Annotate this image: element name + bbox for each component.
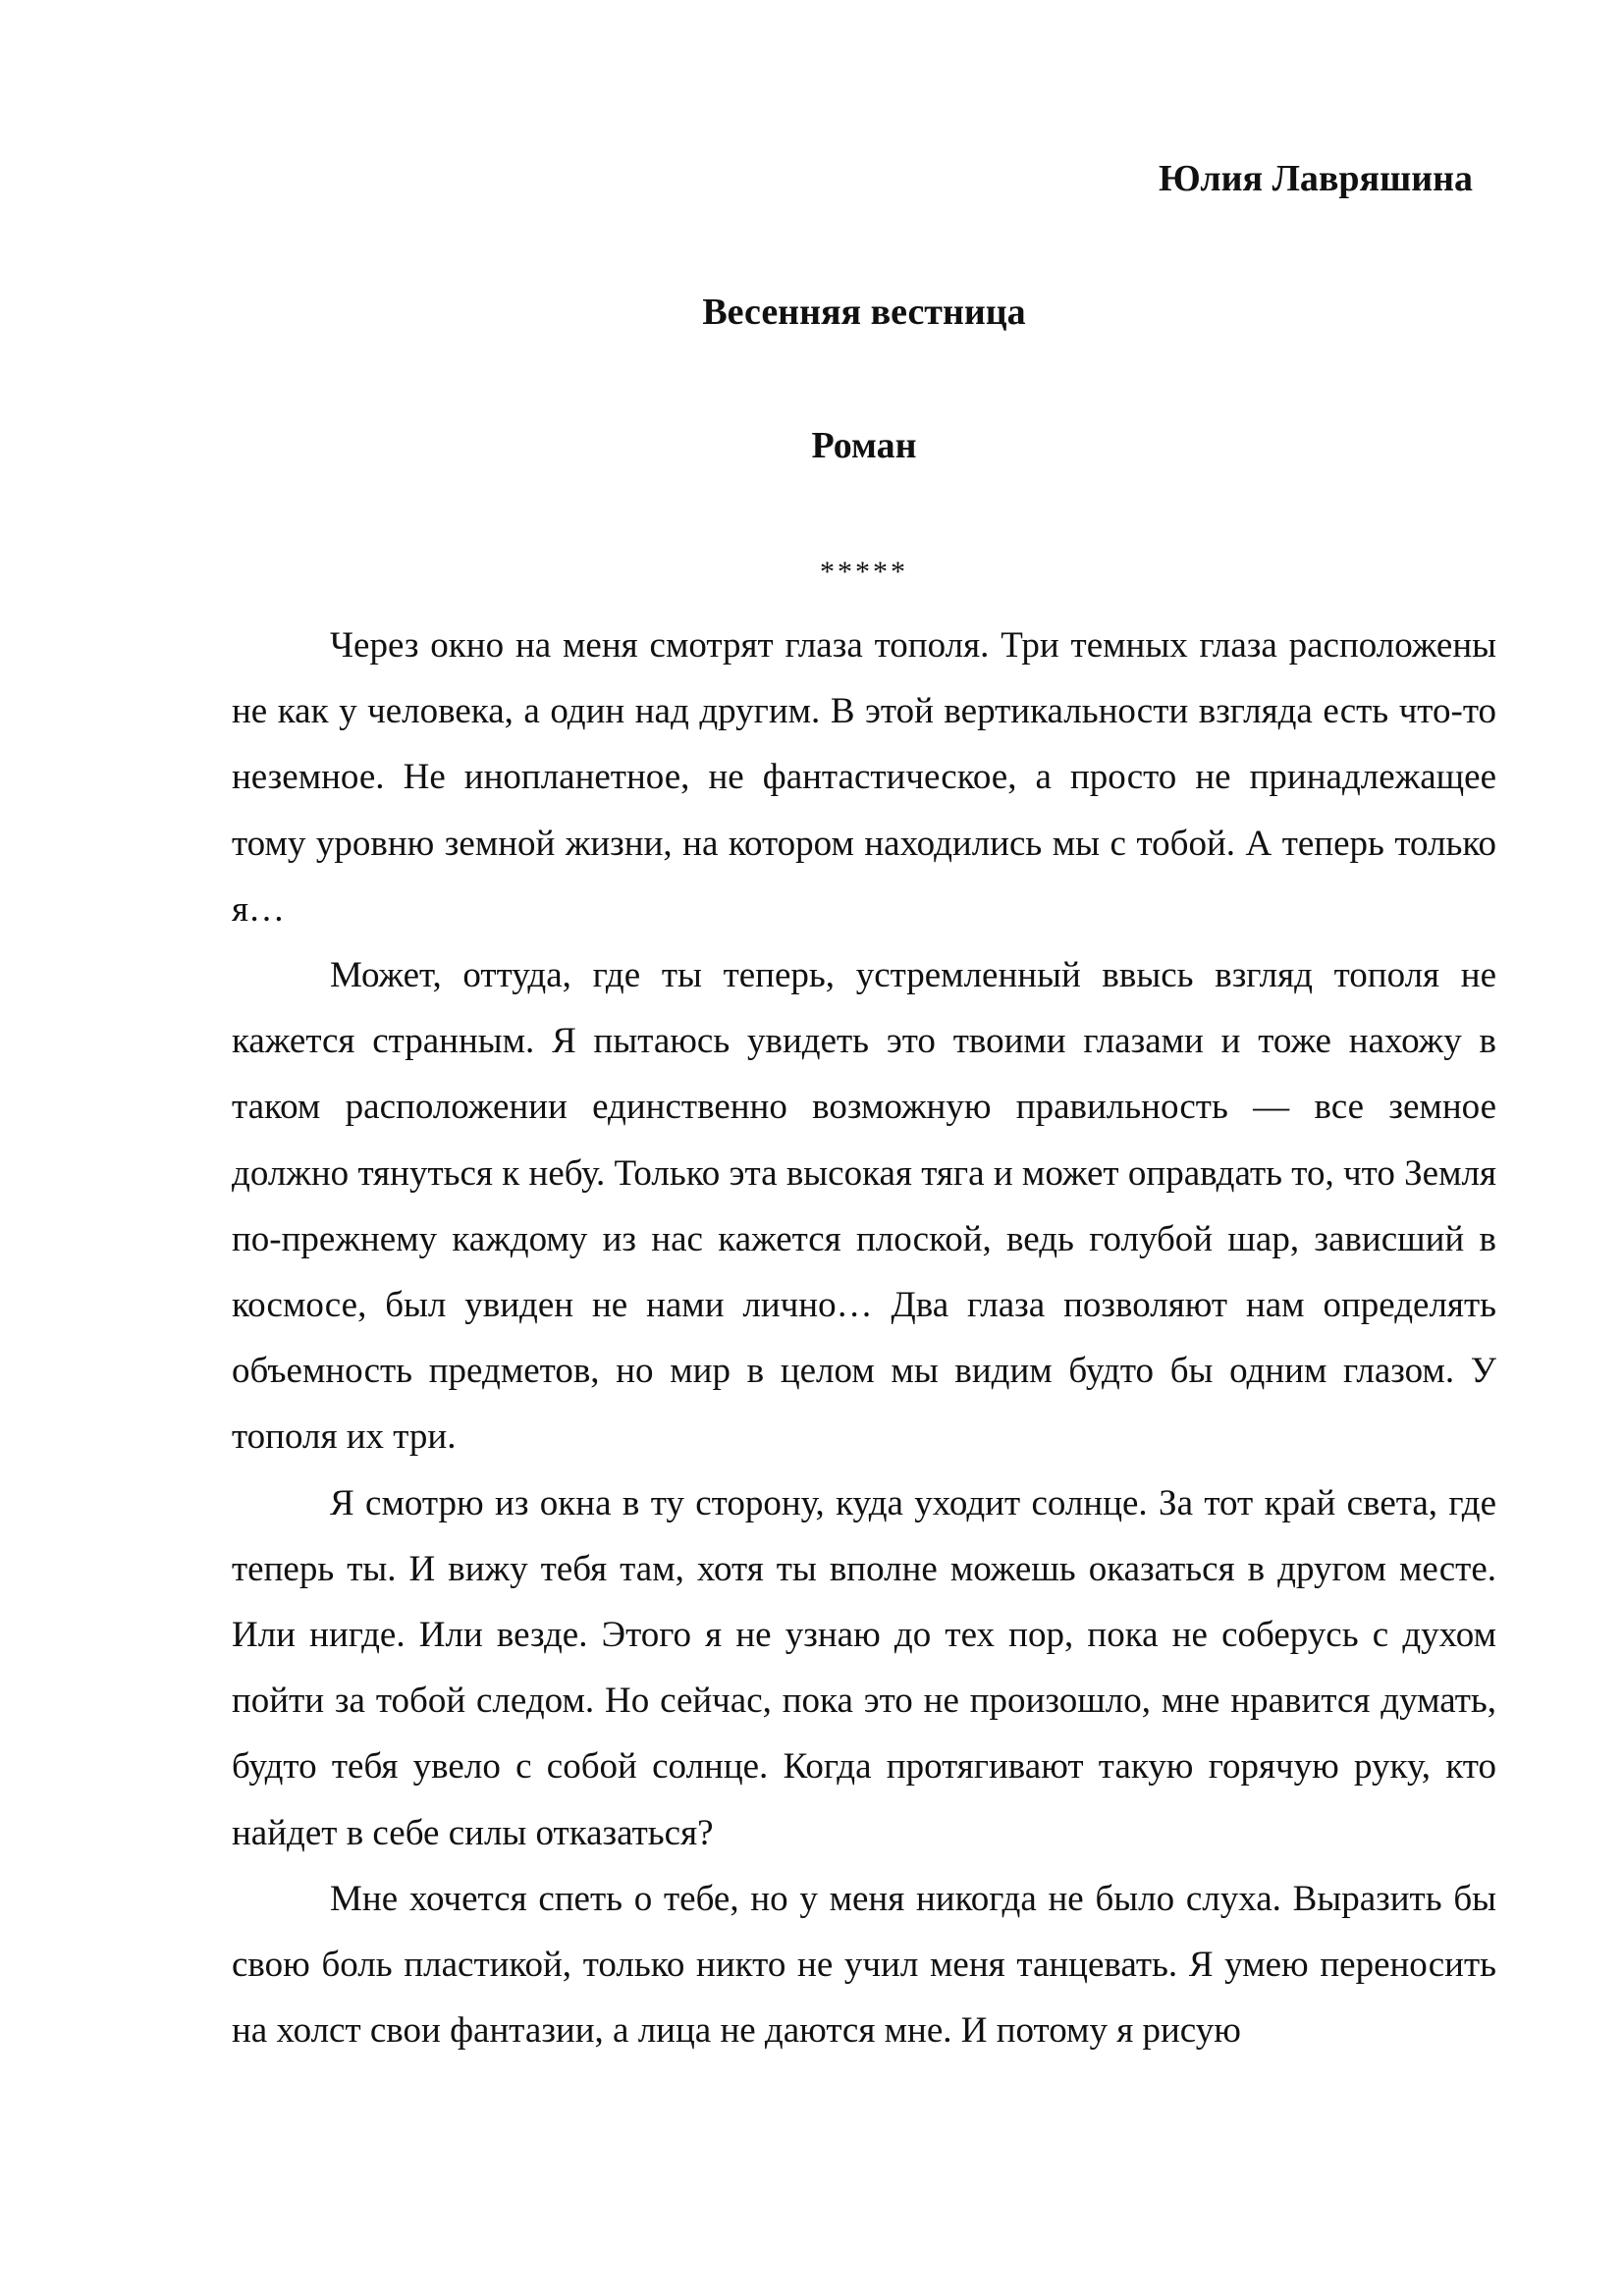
paragraph-3: Я смотрю из окна в ту сторону, куда уходит солнце. За тот край света, где теперь ты. И вижу тебя там, хотя ты вполне можешь оказаться в другом месте. Или нигде. Или везде. Этого я не узнаю до тех пор, пока не соберусь с духом пойти за тобой следом. Но сейчас, пока это не произошло, мне нравится думать, будто тебя увело с собой солнце. Когда протягивают такую горячую руку, кто найдет в себе силы отказаться? [232,1482,1496,1853]
section-separator: ***** [820,556,908,588]
book-genre: Роман [811,425,917,466]
text-body [232,613,1496,2063]
paragraph-4: Мне хочется спеть о тебе, но у меня никогда не было слуха. Выразить бы свою боль пластикой, только никто не учил меня танцевать. Я умею переносить на холст свои фантазии, а лица не даются мне. И потому я рисую [232,1878,1496,2052]
author-name: Юлия Лавряшина [1159,158,1473,199]
paragraph-2: Может, оттуда, где ты теперь, устремленный ввысь взгляд тополя не кажется странным. Я пытаюсь увидеть это твоими глазами и тоже нахожу в таком расположении единственно возможную правильность — все земное должно тянуться к небу. Только эта высокая тяга и может оправдать то, что Земля по-прежнему каждому из нас кажется плоской, ведь голубой шар, зависший в космосе, был увиден не нами лично… Два глаза позволяют нам определять объемность предметов, но мир в целом мы видим будто бы одним глазом. У тополя их три. [232,955,1496,1458]
book-title: Весенняя вестница [702,292,1026,333]
paragraph-1: Через окно на меня смотрят глаза тополя. Три темных глаза расположены не как у человека, а один над другим. В этой вертикальности взгляда есть что-то неземное. Не инопланетное, не фантастическое, а просто не принадлежащее тому уровню земной жизни, на котором находились мы с тобой. А теперь только я… [232,625,1496,930]
